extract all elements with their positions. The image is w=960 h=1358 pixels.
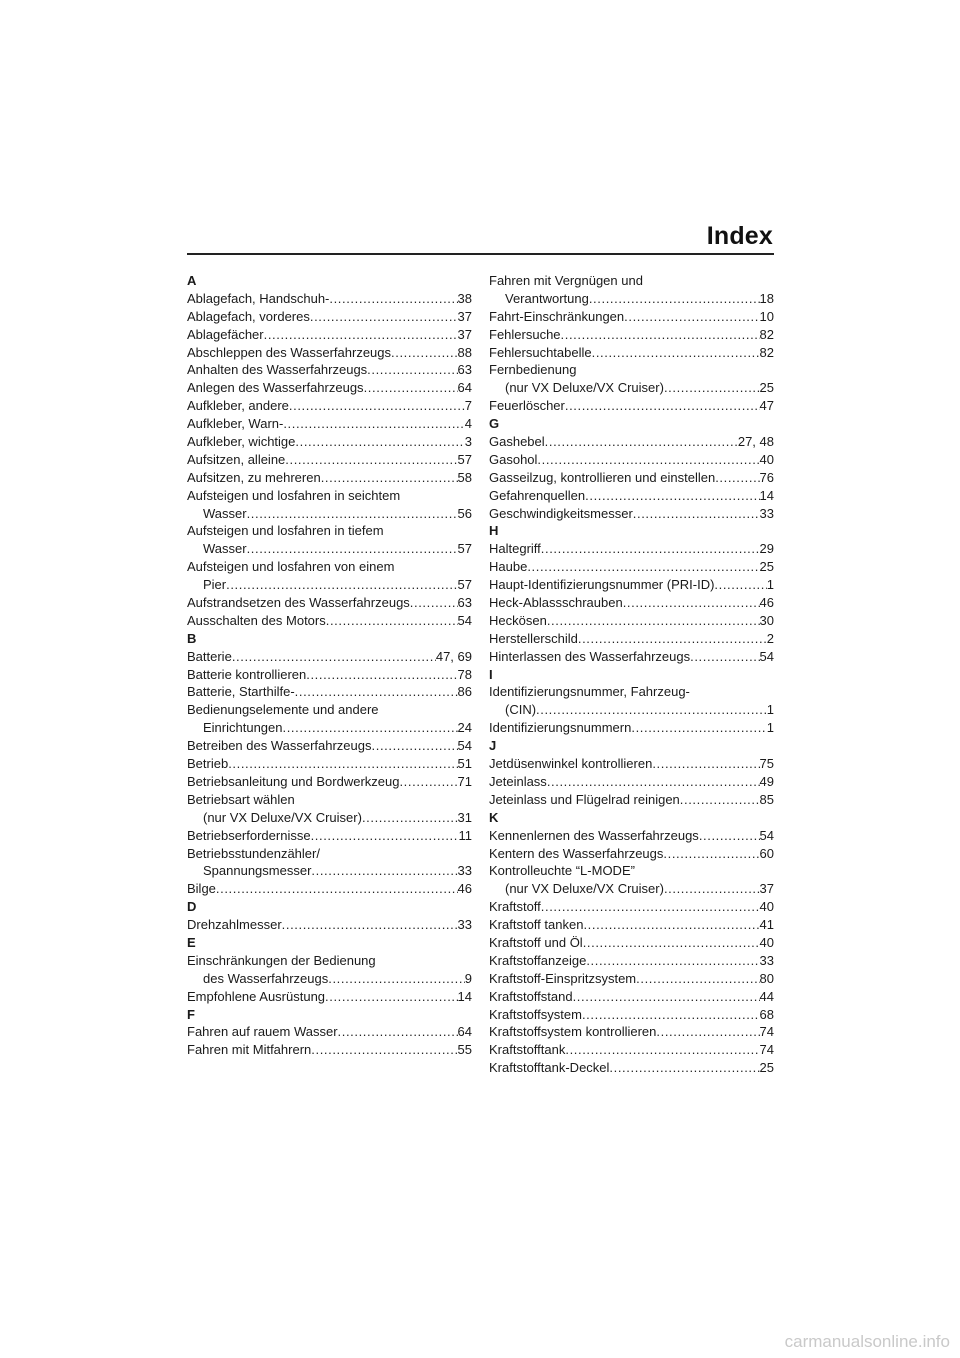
- index-entry: [187, 451, 472, 469]
- index-entry-page: 37: [457, 308, 472, 324]
- index-entry-page: 10: [759, 308, 774, 324]
- index-entry-text: Kennenlernen des Wasserfahrzeugs: [489, 827, 699, 843]
- index-entry-line: Aufsteigen und losfahren in tiefem: [187, 523, 384, 539]
- index-entry-page: 1: [766, 720, 774, 736]
- index-entry: [489, 505, 774, 523]
- index-entry: [489, 308, 774, 326]
- index-entry-page: 57: [457, 577, 472, 593]
- index-entry-text: Geschwindigkeitsmesser: [489, 505, 633, 521]
- index-entry: [187, 970, 472, 988]
- dot-leader: [664, 379, 760, 397]
- index-letter-heading: F: [187, 1006, 195, 1022]
- index-entry-page: 33: [759, 952, 774, 968]
- dot-leader: [247, 505, 458, 523]
- dot-leader: [545, 433, 738, 451]
- index-letter-heading: D: [187, 899, 197, 915]
- dot-leader: [582, 1006, 760, 1024]
- dot-leader: [715, 469, 759, 487]
- index-letter-heading: K: [489, 809, 499, 825]
- index-entry-page: 75: [759, 756, 774, 772]
- index-entry-text: des Wasserfahrzeugs: [203, 970, 329, 986]
- dot-leader: [295, 683, 458, 701]
- index-entry-page: 25: [759, 1060, 774, 1076]
- index-entry-text: Betriebserfordernisse: [187, 827, 311, 843]
- index-entry-text: Kraftstoff-Einspritzsystem: [489, 970, 637, 986]
- dot-leader: [399, 773, 457, 791]
- index-entry-page: 57: [457, 451, 472, 467]
- index-entry-text: Kraftstoffsystem: [489, 1006, 582, 1022]
- index-entry-text: Wasser: [203, 541, 247, 557]
- index-entry-page: 25: [759, 380, 774, 396]
- index-entry: [489, 612, 774, 630]
- index-entry: [187, 308, 472, 326]
- index-entry-page: 1: [766, 577, 774, 593]
- index-entry-text: Batterie: [187, 648, 232, 664]
- index-entry: [489, 290, 774, 308]
- index-entry-text: Fehlersuche: [489, 326, 561, 342]
- index-entry-text: (CIN): [505, 702, 537, 718]
- index-entry: [489, 487, 774, 505]
- index-entry-page: 51: [457, 756, 472, 772]
- index-entry: [489, 970, 774, 988]
- dot-leader: [536, 701, 767, 719]
- index-entry: [489, 1006, 774, 1024]
- index-entry-page: 3: [464, 434, 472, 450]
- dot-leader: [311, 1041, 457, 1059]
- dot-leader: [325, 988, 457, 1006]
- index-entry: [187, 862, 472, 880]
- dot-leader: [226, 576, 457, 594]
- index-entry-page: 14: [759, 487, 774, 503]
- index-entry-page: 37: [759, 881, 774, 897]
- index-entry-text: Gasseilzug, kontrollieren und einstellen: [489, 469, 716, 485]
- index-entry: [489, 1023, 774, 1041]
- index-entry: [489, 988, 774, 1006]
- dot-leader: [326, 612, 458, 630]
- index-entry-page: 58: [457, 469, 472, 485]
- dot-leader: [585, 487, 759, 505]
- dot-leader: [583, 934, 760, 952]
- index-entry-page: 44: [759, 988, 774, 1004]
- index-entry-page: 38: [457, 290, 472, 306]
- index-entry-page: 63: [457, 595, 472, 611]
- index-entry: [489, 540, 774, 558]
- dot-leader: [328, 970, 465, 988]
- index-entry-text: Kentern des Wasserfahrzeugs: [489, 845, 664, 861]
- dot-leader: [589, 290, 760, 308]
- dot-leader: [578, 630, 767, 648]
- index-entry: [489, 880, 774, 898]
- dot-leader: [547, 612, 760, 630]
- index-entry: [489, 630, 774, 648]
- index-entry-text: Ablagefach, Handschuh-: [187, 290, 330, 306]
- index-entry-text: Herstellerschild: [489, 630, 578, 646]
- index-entry-page: 63: [457, 362, 472, 378]
- index-entry: [489, 916, 774, 934]
- dot-leader: [636, 970, 759, 988]
- index-entry-text: Einrichtungen: [203, 720, 283, 736]
- dot-leader: [283, 415, 464, 433]
- index-entry: [489, 719, 774, 737]
- dot-leader: [565, 397, 760, 415]
- index-entry-page: 54: [457, 738, 472, 754]
- index-entry-page: 47: [759, 398, 774, 414]
- index-entry: [187, 326, 472, 344]
- index-entry-text: (nur VX Deluxe/VX Cruiser): [505, 380, 664, 396]
- index-entry: [489, 701, 774, 719]
- dot-leader: [283, 719, 458, 737]
- index-entry-text: Ablagefächer: [187, 326, 264, 342]
- index-letter-heading: A: [187, 273, 197, 288]
- index-entry: [187, 827, 472, 845]
- dot-leader: [391, 344, 458, 362]
- index-entry-page: 30: [759, 612, 774, 628]
- dot-leader: [306, 666, 457, 684]
- index-entry-text: Fahren mit Mitfahrern: [187, 1042, 312, 1058]
- index-entry-text: Aufstrandsetzen des Wasserfahrzeugs: [187, 595, 410, 611]
- index-entry-text: Kraftstoff und Öl: [489, 934, 583, 950]
- index-entry-text: Drehzahlmesser: [187, 917, 282, 933]
- dot-leader: [656, 1023, 759, 1041]
- index-entry: [489, 648, 774, 666]
- page-title: Index: [706, 222, 773, 250]
- dot-leader: [573, 988, 760, 1006]
- index-entry-text: Aufsitzen, zu mehreren: [187, 469, 321, 485]
- index-entry: [489, 433, 774, 451]
- index-entry-page: 27, 48: [737, 434, 774, 450]
- dot-leader: [295, 433, 464, 451]
- index-entry-page: 78: [457, 666, 472, 682]
- index-entry-page: 88: [457, 344, 472, 360]
- dot-leader: [565, 1041, 759, 1059]
- dot-leader: [592, 344, 760, 362]
- index-letter-heading: I: [489, 666, 493, 682]
- index-entry: [489, 791, 774, 809]
- index-entry-page: 37: [457, 326, 472, 342]
- index-letter-heading: H: [489, 523, 499, 539]
- index-entry-page: 68: [759, 1006, 774, 1022]
- index-entry-text: Aufkleber, andere: [187, 398, 289, 414]
- index-entry: [489, 1059, 774, 1077]
- index-entry-page: 33: [759, 505, 774, 521]
- dot-leader: [527, 558, 759, 576]
- index-entry-page: 33: [457, 863, 472, 879]
- index-entry: [187, 1023, 472, 1041]
- dot-leader: [372, 737, 458, 755]
- dot-leader: [216, 880, 458, 898]
- index-entry-text: Jeteinlass: [489, 773, 547, 789]
- index-entry-page: 11: [458, 827, 472, 843]
- index-entry-text: (nur VX Deluxe/VX Cruiser): [505, 881, 664, 897]
- index-column-left: [187, 272, 472, 1059]
- index-entry-page: 41: [759, 917, 774, 933]
- dot-leader: [311, 827, 459, 845]
- index-entry-page: 82: [759, 326, 774, 342]
- index-entry: [489, 845, 774, 863]
- index-entry-page: 1: [766, 702, 774, 718]
- index-entry-text: Verantwortung: [505, 290, 589, 306]
- dot-leader: [633, 505, 760, 523]
- index-entry-text: Fahren auf rauem Wasser: [187, 1024, 338, 1040]
- index-entry: [489, 326, 774, 344]
- dot-leader: [624, 308, 759, 326]
- index-entry-page: 40: [759, 451, 774, 467]
- dot-leader: [311, 862, 457, 880]
- dot-leader: [586, 952, 759, 970]
- index-entry-text: Anlegen des Wasserfahrzeugs: [187, 380, 364, 396]
- index-entry-page: 4: [464, 416, 472, 432]
- dot-leader: [247, 540, 458, 558]
- index-entry-page: 60: [759, 845, 774, 861]
- index-entry-page: 24: [457, 720, 472, 736]
- dot-leader: [228, 755, 457, 773]
- index-entry: [489, 934, 774, 952]
- index-entry-page: 54: [759, 827, 774, 843]
- index-entry-text: Anhalten des Wasserfahrzeugs: [187, 362, 368, 378]
- index-entry-page: 47, 69: [435, 648, 472, 664]
- index-entry-page: 25: [759, 559, 774, 575]
- index-entry-page: 33: [457, 917, 472, 933]
- index-entry-page: 29: [759, 541, 774, 557]
- dot-leader: [623, 594, 760, 612]
- index-entry: [187, 397, 472, 415]
- index-entry-text: Kraftstofftank-Deckel: [489, 1060, 610, 1076]
- index-entry-text: (nur VX Deluxe/VX Cruiser): [203, 809, 362, 825]
- index-entry-text: Haltegriff: [489, 541, 541, 557]
- index-letter-heading: E: [187, 934, 196, 950]
- index-entry-text: Kraftstofftank: [489, 1042, 566, 1058]
- index-entry-page: 76: [759, 469, 774, 485]
- index-entry-text: Heckösen: [489, 612, 547, 628]
- index-entry-text: Abschleppen des Wasserfahrzeugs: [187, 344, 392, 360]
- index-entry: [489, 397, 774, 415]
- index-entry: [489, 755, 774, 773]
- index-entry-text: Hinterlassen des Wasserfahrzeugs: [489, 648, 691, 664]
- index-entry-text: Aufkleber, Warn-: [187, 416, 284, 432]
- index-entry-page: 55: [457, 1042, 472, 1058]
- index-entry: [187, 737, 472, 755]
- index-entry: [187, 809, 472, 827]
- dot-leader: [338, 1023, 458, 1041]
- index-entry-text: Kraftstoffanzeige: [489, 952, 587, 968]
- index-entry: [489, 1041, 774, 1059]
- index-entry-page: 9: [464, 970, 472, 986]
- index-entry: [489, 344, 774, 362]
- dot-leader: [714, 576, 766, 594]
- index-entry-text: Feuerlöscher: [489, 398, 565, 414]
- index-entry-page: 31: [457, 809, 472, 825]
- index-entry-text: Ausschalten des Motors: [187, 612, 326, 628]
- index-entry-text: Aufsitzen, alleine: [187, 451, 286, 467]
- index-entry: [187, 880, 472, 898]
- index-entry: [187, 988, 472, 1006]
- index-entry-text: Batterie, Starthilfe-: [187, 684, 295, 700]
- dot-leader: [285, 451, 457, 469]
- index-entry: [489, 469, 774, 487]
- index-entry: [187, 594, 472, 612]
- index-entry-text: Haupt-Identifizierungsnummer (PRI-ID): [489, 577, 715, 593]
- index-entry: [187, 666, 472, 684]
- index-entry-page: 82: [759, 344, 774, 360]
- index-entry-page: 85: [759, 791, 774, 807]
- index-entry: [187, 361, 472, 379]
- index-entry-text: Gashebel: [489, 434, 545, 450]
- index-entry: [489, 827, 774, 845]
- index-entry-page: 40: [759, 899, 774, 915]
- index-entry-text: Aufkleber, wichtige: [187, 434, 296, 450]
- index-entry-line: Betriebsstundenzähler/: [187, 845, 320, 861]
- dot-leader: [547, 773, 760, 791]
- index-entry: [489, 379, 774, 397]
- dot-leader: [541, 898, 760, 916]
- index-entry-text: Jeteinlass und Flügelrad reinigen: [489, 791, 680, 807]
- dot-leader: [699, 827, 760, 845]
- index-entry: [187, 612, 472, 630]
- index-entry-page: 46: [457, 881, 472, 897]
- dot-leader: [264, 326, 458, 344]
- index-entry-page: 7: [464, 398, 472, 414]
- index-entry-page: 54: [759, 648, 774, 664]
- index-entry-text: Wasser: [203, 505, 247, 521]
- index-entry-text: Heck-Ablassschrauben: [489, 595, 623, 611]
- index-entry-line: Einschränkungen der Bedienung: [187, 952, 376, 968]
- index-entry: [489, 952, 774, 970]
- index-entry-text: Fahrt-Einschränkungen: [489, 308, 625, 324]
- index-entry-page: 40: [759, 934, 774, 950]
- index-column-right: [489, 272, 774, 1077]
- index-entry: [489, 898, 774, 916]
- index-entry: [187, 290, 472, 308]
- index-letter-heading: B: [187, 630, 197, 646]
- index-entry-page: 46: [759, 595, 774, 611]
- index-entry-text: Gasohol: [489, 451, 538, 467]
- dot-leader: [680, 791, 760, 809]
- dot-leader: [364, 379, 458, 397]
- dot-leader: [541, 540, 760, 558]
- index-entry-text: Batterie kontrollieren: [187, 666, 307, 682]
- dot-leader: [329, 290, 457, 308]
- index-entry-text: Gefahrenquellen: [489, 487, 586, 503]
- index-entry-page: 71: [457, 773, 472, 789]
- dot-leader: [282, 916, 458, 934]
- index-entry: [187, 755, 472, 773]
- dot-leader: [664, 880, 760, 898]
- index-entry-line: Identifizierungsnummer, Fahrzeug-: [489, 684, 690, 700]
- index-entry-page: 49: [759, 773, 774, 789]
- title-divider: [187, 253, 774, 255]
- index-entry-text: Pier: [203, 577, 227, 593]
- index-entry: [187, 433, 472, 451]
- index-entry: [187, 683, 472, 701]
- index-entry-line: Bedienungselemente und andere: [187, 702, 379, 718]
- index-entry-line: Fernbedienung: [489, 362, 577, 378]
- dot-leader: [663, 845, 759, 863]
- index-entry: [187, 469, 472, 487]
- index-entry-text: Haube: [489, 559, 528, 575]
- index-entry-page: 54: [457, 612, 472, 628]
- index-entry: [489, 773, 774, 791]
- index-entry-line: Betriebsart wählen: [187, 791, 295, 807]
- index-entry: [187, 415, 472, 433]
- index-entry-line: Fahren mit Vergnügen und: [489, 273, 643, 288]
- dot-leader: [310, 308, 458, 326]
- dot-leader: [652, 755, 759, 773]
- index-entry: [187, 719, 472, 737]
- index-entry: [187, 1041, 472, 1059]
- index-entry-text: Kraftstoff: [489, 899, 541, 915]
- index-entry-text: Ablagefach, vorderes: [187, 308, 310, 324]
- dot-leader: [583, 916, 759, 934]
- index-entry-page: 80: [759, 970, 774, 986]
- index-entry-page: 64: [457, 1024, 472, 1040]
- dot-leader: [537, 451, 759, 469]
- dot-leader: [362, 809, 458, 827]
- index-entry-text: Betriebsanleitung und Bordwerkzeug: [187, 773, 400, 789]
- dot-leader: [289, 397, 465, 415]
- index-entry-page: 74: [759, 1042, 774, 1058]
- index-entry-text: Kraftstoffstand: [489, 988, 573, 1004]
- index-entry: [489, 451, 774, 469]
- index-entry-line: Aufsteigen und losfahren von einem: [187, 559, 395, 575]
- dot-leader: [232, 648, 436, 666]
- dot-leader: [321, 469, 458, 487]
- index-entry-page: 56: [457, 505, 472, 521]
- index-entry-page: 14: [457, 988, 472, 1004]
- index-entry-page: 2: [766, 630, 774, 646]
- index-entry-line: Aufsteigen und losfahren in seichtem: [187, 487, 401, 503]
- index-letter-heading: G: [489, 416, 500, 432]
- index-entry-page: 64: [457, 380, 472, 396]
- index-entry-text: Betrieb: [187, 756, 229, 772]
- watermark: carmanualsonline.info: [784, 1332, 950, 1351]
- dot-leader: [609, 1059, 759, 1077]
- dot-leader: [410, 594, 458, 612]
- dot-leader: [690, 648, 759, 666]
- index-entry-text: Fehlersuchtabelle: [489, 344, 592, 360]
- dot-leader: [631, 719, 766, 737]
- index-entry-page: 86: [457, 684, 472, 700]
- index-entry-text: Identifizierungsnummern: [489, 720, 632, 736]
- index-letter-heading: J: [489, 738, 497, 754]
- index-entry-text: Kraftstoffsystem kontrollieren: [489, 1024, 657, 1040]
- index-entry: [187, 344, 472, 362]
- index-entry: [187, 505, 472, 523]
- index-entry: [489, 576, 774, 594]
- index-entry-text: Bilge: [187, 881, 216, 897]
- dot-leader: [367, 361, 457, 379]
- index-entry-page: 74: [759, 1024, 774, 1040]
- index-entry: [187, 540, 472, 558]
- index-entry: [187, 379, 472, 397]
- index-entry-text: Betreiben des Wasserfahrzeugs: [187, 738, 372, 754]
- index-entry: [187, 576, 472, 594]
- index-entry-text: Empfohlene Ausrüstung: [187, 988, 326, 1004]
- index-entry: [187, 773, 472, 791]
- index-entry-text: Jetdüsenwinkel kontrollieren: [489, 756, 653, 772]
- index-entry: [489, 594, 774, 612]
- index-entry-text: Kraftstoff tanken: [489, 917, 584, 933]
- index-entry: [489, 558, 774, 576]
- index-entry-text: Spannungsmesser: [203, 863, 312, 879]
- index-entry: [187, 916, 472, 934]
- dot-leader: [561, 326, 760, 344]
- index-entry: [187, 648, 472, 666]
- index-entry-page: 57: [457, 541, 472, 557]
- index-entry-line: Kontrolleuchte “L-MODE”: [489, 863, 635, 879]
- index-entry-page: 18: [759, 290, 774, 306]
